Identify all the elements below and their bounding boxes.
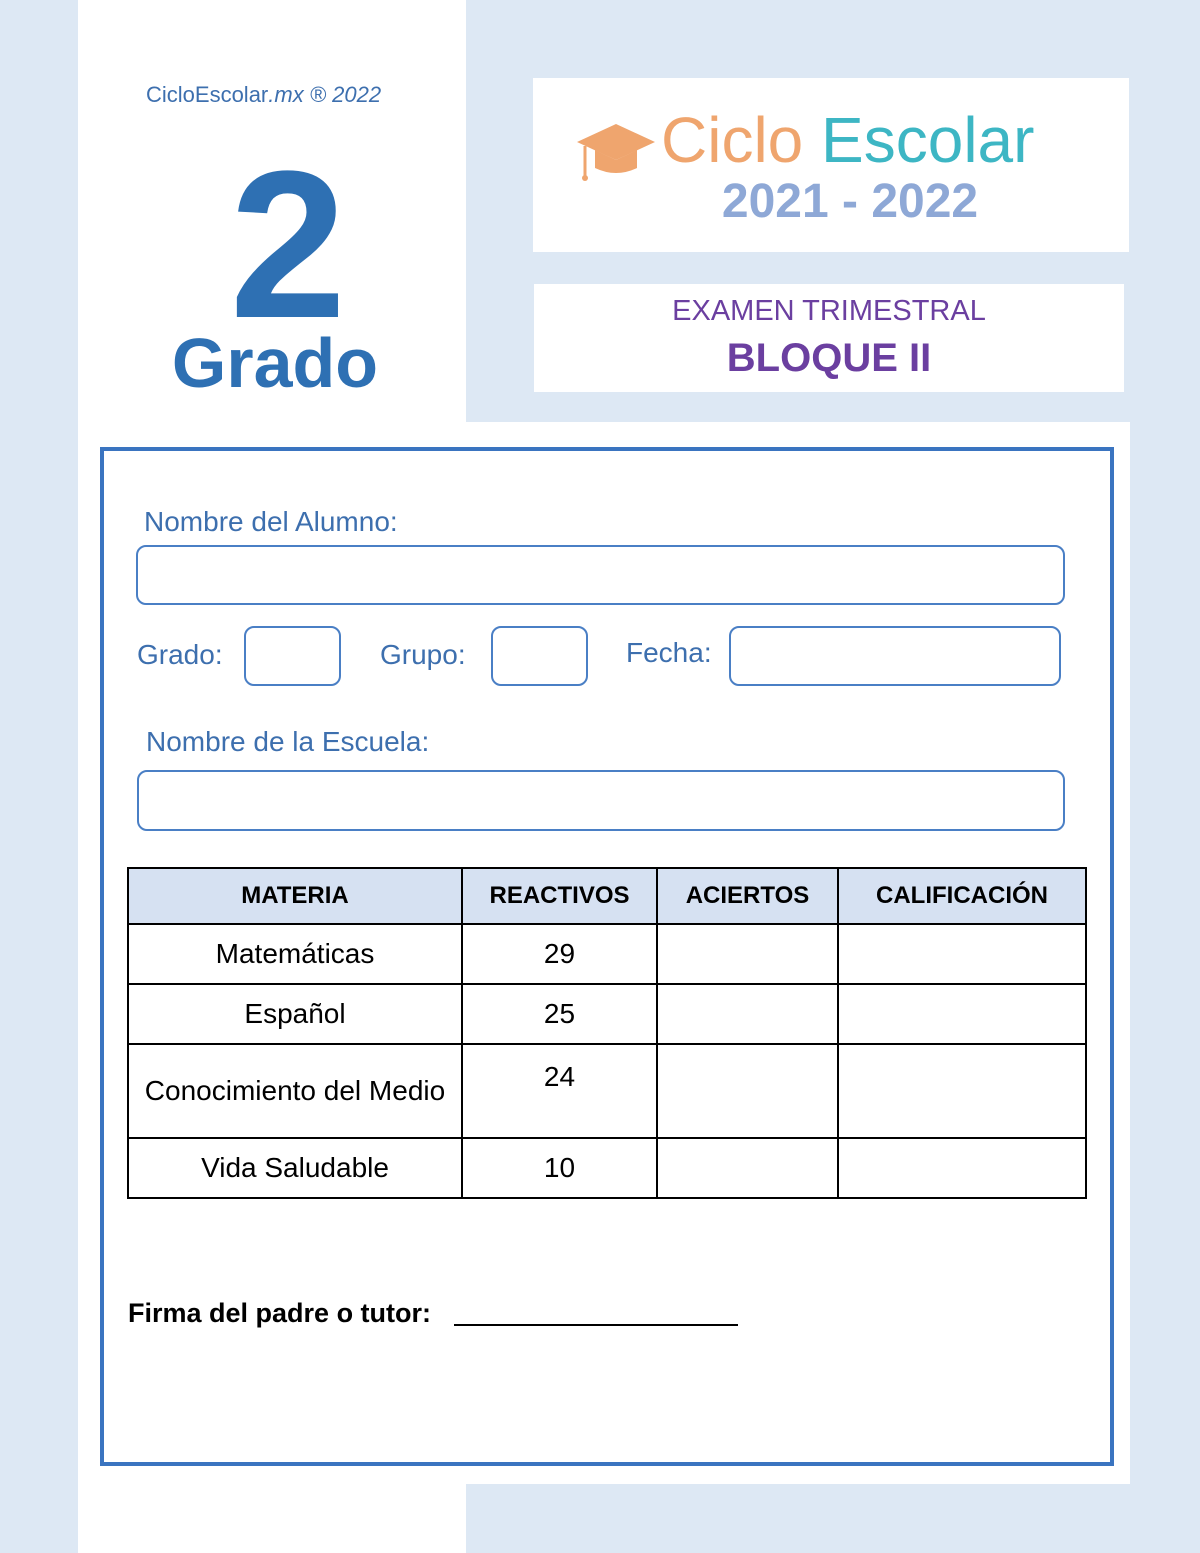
cell-calificacion[interactable]	[838, 984, 1086, 1044]
cell-calificacion[interactable]	[838, 1138, 1086, 1198]
cell-materia: Español	[128, 984, 462, 1044]
grade-field-label: Grado:	[137, 639, 223, 670]
table-row	[128, 1138, 1086, 1198]
header-reactivos: REACTIVOS	[462, 868, 657, 924]
exam-block: BLOQUE II	[726, 336, 932, 380]
school-name-field[interactable]	[137, 770, 1065, 831]
table-row	[128, 1044, 1086, 1138]
student-name-label: Nombre del Alumno:	[144, 506, 398, 537]
right-panel-background	[1130, 422, 1200, 1553]
school-name-label: Nombre de la Escuela:	[146, 726, 430, 757]
cell-reactivos: 10	[462, 1138, 657, 1198]
date-field-label: Fecha:	[626, 637, 712, 668]
exam-banner	[534, 284, 1124, 392]
cell-materia: Conocimiento del Medio	[128, 1044, 462, 1138]
cell-reactivos: 25	[462, 984, 657, 1044]
cell-calificacion[interactable]	[838, 924, 1086, 984]
group-field[interactable]	[491, 626, 588, 686]
signature-line[interactable]	[454, 1324, 738, 1326]
brand-title	[661, 104, 1035, 176]
brand-word-escolar: Escolar	[821, 104, 1035, 176]
cell-materia: Vida Saludable	[128, 1138, 462, 1198]
header-calificacion: CALIFICACIÓN	[838, 868, 1086, 924]
cell-aciertos[interactable]	[657, 984, 838, 1044]
brand-year: 2021 - 2022	[721, 175, 979, 228]
graduation-cap-icon	[573, 112, 659, 184]
footer-panel-background	[466, 1484, 1200, 1553]
table-row	[128, 984, 1086, 1044]
copyright-site: CicloEscolar	[146, 82, 269, 107]
grade-field[interactable]	[244, 626, 341, 686]
score-table	[127, 867, 1087, 1199]
signature-label: Firma del padre o tutor:	[128, 1298, 432, 1328]
copyright-notice	[146, 82, 381, 108]
student-name-field[interactable]	[136, 545, 1065, 605]
exam-title: EXAMEN TRIMESTRAL	[672, 295, 986, 327]
brand-word-ciclo: Ciclo	[661, 104, 804, 176]
table-header-row	[128, 868, 1086, 924]
group-field-label: Grupo:	[380, 639, 466, 670]
left-panel-background	[0, 0, 78, 1553]
grade-label: Grado	[171, 324, 379, 402]
table-row	[128, 924, 1086, 984]
cell-reactivos: 24	[462, 1044, 657, 1138]
date-field[interactable]	[729, 626, 1061, 686]
grade-number: 2	[229, 127, 341, 362]
cell-aciertos[interactable]	[657, 924, 838, 984]
cell-reactivos: 29	[462, 924, 657, 984]
brand-logo	[533, 78, 1129, 252]
cell-aciertos[interactable]	[657, 1138, 838, 1198]
cell-aciertos[interactable]	[657, 1044, 838, 1138]
cell-calificacion[interactable]	[838, 1044, 1086, 1138]
header-materia: MATERIA	[128, 868, 462, 924]
copyright-suffix: .mx ® 2022	[268, 82, 382, 107]
cell-materia: Matemáticas	[128, 924, 462, 984]
header-aciertos: ACIERTOS	[657, 868, 838, 924]
